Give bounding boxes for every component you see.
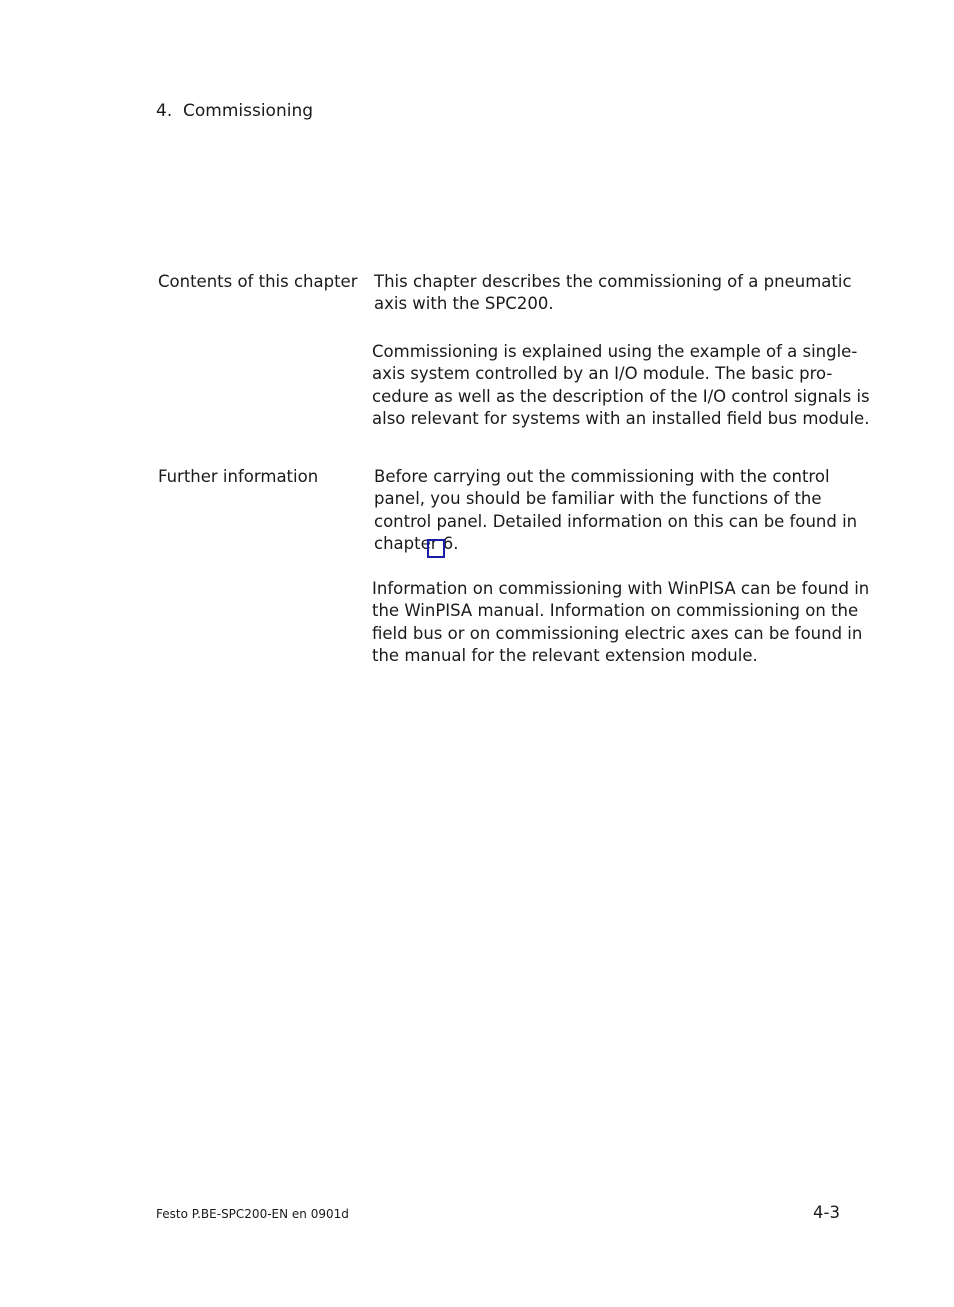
text-line: the WinPISA manual. Information on commissioning on the xyxy=(372,601,859,621)
text-line: cedure as well as the description of the I/O control signals is xyxy=(372,386,870,406)
text-line: This chapter describes the commissioning of a pneumatic xyxy=(374,272,852,291)
text-line: also relevant for systems with an installed field bus module. xyxy=(372,408,870,428)
chapter-title: Commissioning xyxy=(183,101,314,121)
contents-paragraph-1 xyxy=(374,271,852,316)
further-info-paragraph-2 xyxy=(372,578,869,667)
chapter-number: 4. xyxy=(156,101,173,121)
further-info-paragraph-1 xyxy=(374,466,857,555)
chapter-heading xyxy=(156,101,313,121)
side-label-further-information: Further information xyxy=(158,467,319,486)
text-line: Commissioning is explained using the example of a single- xyxy=(372,342,858,361)
side-label-contents: Contents of this chapter xyxy=(158,272,358,291)
text-line: axis with the SPC200. xyxy=(374,294,554,314)
text-line: axis system controlled by an I/O module. The basic pro- xyxy=(372,364,833,384)
text-line: panel, you should be familiar with the functions of the xyxy=(374,489,822,509)
text-line: Information on commissioning with WinPISA can be found in xyxy=(372,579,870,598)
chapter-6-link[interactable] xyxy=(427,539,445,558)
contents-paragraph-2 xyxy=(372,341,870,430)
footer-page-number: 4-3 xyxy=(813,1203,840,1222)
text-line: Before carrying out the commissioning with the control xyxy=(374,467,830,486)
chapter-reference-line: chapter 6. xyxy=(374,533,459,553)
text-line: field bus or on commissioning electric axes can be found in xyxy=(372,623,863,643)
text-line: control panel. Detailed information on this can be found in xyxy=(374,511,858,531)
text-line: the manual for the relevant extension module. xyxy=(372,645,758,665)
footer-document-id: Festo P.BE-SPC200-EN en 0901d xyxy=(156,1207,349,1221)
